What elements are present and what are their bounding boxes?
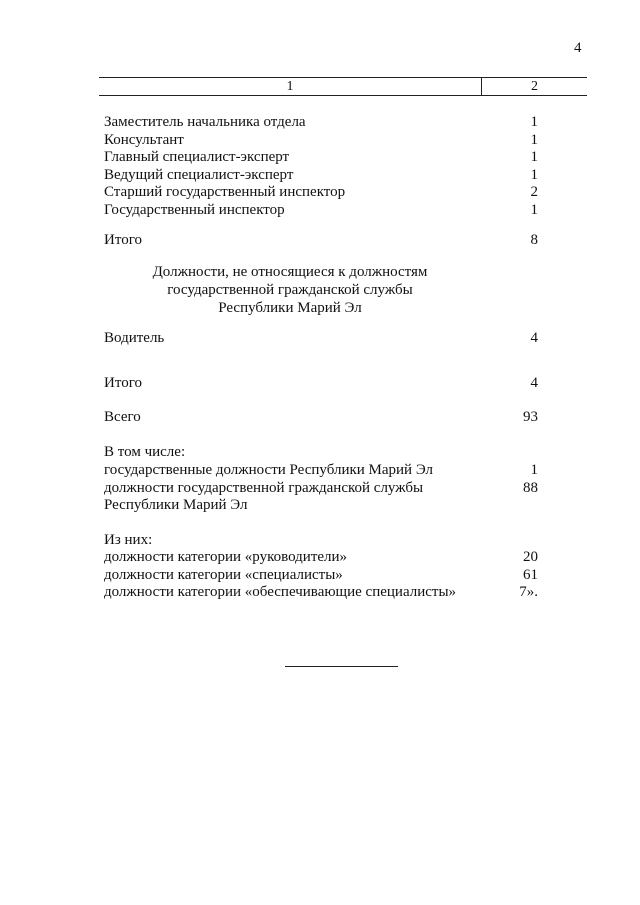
row-value: 1 (530, 149, 538, 165)
subtotal-label: Итого (104, 232, 142, 248)
row-label: Водитель (104, 330, 165, 346)
subtotal-value: 8 (530, 232, 538, 248)
section-title-line: Должности, не относящиеся к должностям (152, 264, 428, 280)
row-value: 88 (523, 480, 538, 496)
row-value: 2 (530, 184, 538, 200)
row-value: 1 (530, 462, 538, 478)
row-label: должности категории «руководители» (104, 549, 348, 565)
subtotal-row (104, 374, 544, 392)
column-header-1: 1 (99, 78, 482, 95)
row-label: должности категории «обеспечивающие специалисты» (104, 584, 457, 600)
row-value: 1 (530, 114, 538, 130)
row-label: Заместитель начальника отдела (104, 114, 306, 130)
row-label: должности государственной гражданской службы (104, 480, 424, 496)
table-row (104, 183, 544, 201)
including-heading: В том числе: (104, 444, 186, 460)
row-label: государственные должности Республики Марий Эл (104, 462, 434, 478)
row-value: 61 (523, 567, 538, 583)
subtotal-row (104, 231, 544, 249)
table-row (104, 461, 544, 479)
table-row (104, 131, 544, 149)
row-label: Старший государственный инспектор (104, 184, 346, 200)
table-row (104, 113, 544, 131)
row-value: 1 (530, 202, 538, 218)
table-header (99, 77, 587, 96)
grand-total-row (104, 408, 544, 426)
section-title-line: Республики Марий Эл (218, 300, 362, 316)
grand-total-value: 93 (523, 409, 538, 425)
row-label: Государственный инспектор (104, 202, 285, 218)
table-row (104, 548, 544, 566)
table-row (104, 479, 544, 497)
row-label-continuation: Республики Марий Эл (104, 497, 248, 513)
section-title (130, 263, 450, 317)
row-value: 7». (519, 584, 538, 600)
section-title-line: государственной гражданской службы (167, 282, 413, 298)
row-label: Ведущий специалист-эксперт (104, 167, 294, 183)
table-row (104, 329, 544, 347)
row-value: 20 (523, 549, 538, 565)
column-header-2: 2 (531, 79, 538, 94)
table-row (104, 566, 544, 584)
page-number: 4 (574, 40, 582, 56)
row-label: должности категории «специалисты» (104, 567, 343, 583)
row-value: 1 (530, 132, 538, 148)
row-value: 1 (530, 167, 538, 183)
subtotal-label: Итого (104, 375, 142, 391)
table-row (104, 583, 544, 601)
table-row (104, 148, 544, 166)
of-which-heading: Из них: (104, 532, 153, 548)
grand-total-label: Всего (104, 409, 141, 425)
row-label: Главный специалист-эксперт (104, 149, 290, 165)
table-row (104, 201, 544, 219)
row-label: Консультант (104, 132, 184, 148)
end-rule (285, 666, 398, 667)
subtotal-value: 4 (530, 375, 538, 391)
row-value: 4 (530, 330, 538, 346)
table-row (104, 166, 544, 184)
